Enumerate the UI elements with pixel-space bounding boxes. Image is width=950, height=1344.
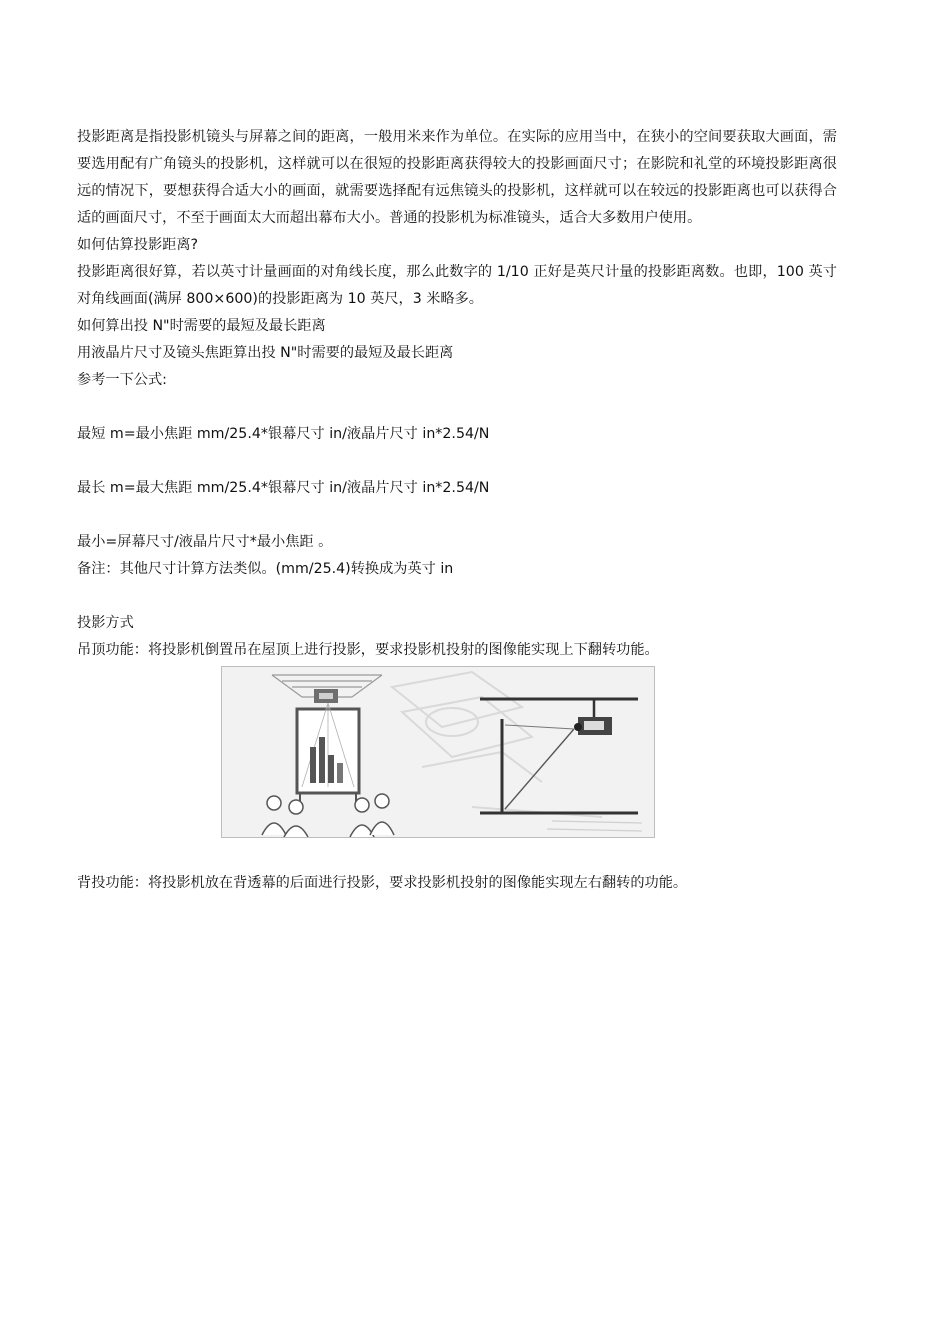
rear-projection-paragraph: 背投功能：将投影机放在背透幕的后面进行投影，要求投影机投射的图像能实现左右翻转的功能。 <box>77 875 688 891</box>
formula-longest: 最长 m=最大焦距 mm/25.4*银幕尺寸 in/液晶片尺寸 in*2.54/N <box>77 480 490 496</box>
spacer <box>77 502 837 529</box>
spacer <box>77 583 837 610</box>
formula-minimum: 最小=屏幕尺寸/液晶片尺寸*最小焦距 。 <box>77 534 333 550</box>
question-compute-distance: 如何算出投 N"时需要的最短及最长距离 <box>77 318 326 334</box>
section-title: 投影方式 <box>77 615 134 631</box>
formula-intro: 参考一下公式: <box>77 372 167 388</box>
formula-shortest: 最短 m=最小焦距 mm/25.4*银幕尺寸 in/液晶片尺寸 in*2.54/N <box>77 426 490 442</box>
ceiling-mount-illustration <box>221 666 655 838</box>
ceiling-mount-paragraph: 吊顶功能：将投影机倒置吊在屋顶上进行投影，要求投影机投射的图像能实现上下翻转功能。 <box>77 642 659 658</box>
intro-paragraph: 投影距离是指投影机镜头与屏幕之间的距离，一般用米来作为单位。在实际的应用当中，在狭小的空间要获取大画面，需要选用配有广角镜头的投影机，这样就可以在很短的投影距离获得较大的投影画面尺寸；在影院和礼堂的环境投影距离很远的情况下，要想获得合适大小的画面，就需要选择配有远焦镜头的投影机，这样就可以在较远的投影距离也可以获得合适的画面尺寸，不至于画面太大而超出幕布大小。普通的投影机为标准镜头，适合大多数用户使用。 <box>77 129 837 226</box>
spacer <box>77 394 837 421</box>
compute-paragraph: 用液晶片尺寸及镜头焦距算出投 N"时需要的最短及最长距离 <box>77 345 454 361</box>
document-body <box>77 124 837 897</box>
question-estimate-distance: 如何估算投影距离? <box>77 237 199 253</box>
spacer <box>77 448 837 475</box>
projector-ceiling-diagram <box>222 667 654 837</box>
note-paragraph: 备注：其他尺寸计算方法类似。(mm/25.4)转换成为英寸 in <box>77 561 454 577</box>
estimate-paragraph: 投影距离很好算，若以英寸计量画面的对角线长度，那么此数字的 1/10 正好是英尺计量的投影距离数。也即，100 英寸对角线画面(满屏 800×600)的投影距离为 10 英尺，3 米略多。 <box>77 264 837 307</box>
